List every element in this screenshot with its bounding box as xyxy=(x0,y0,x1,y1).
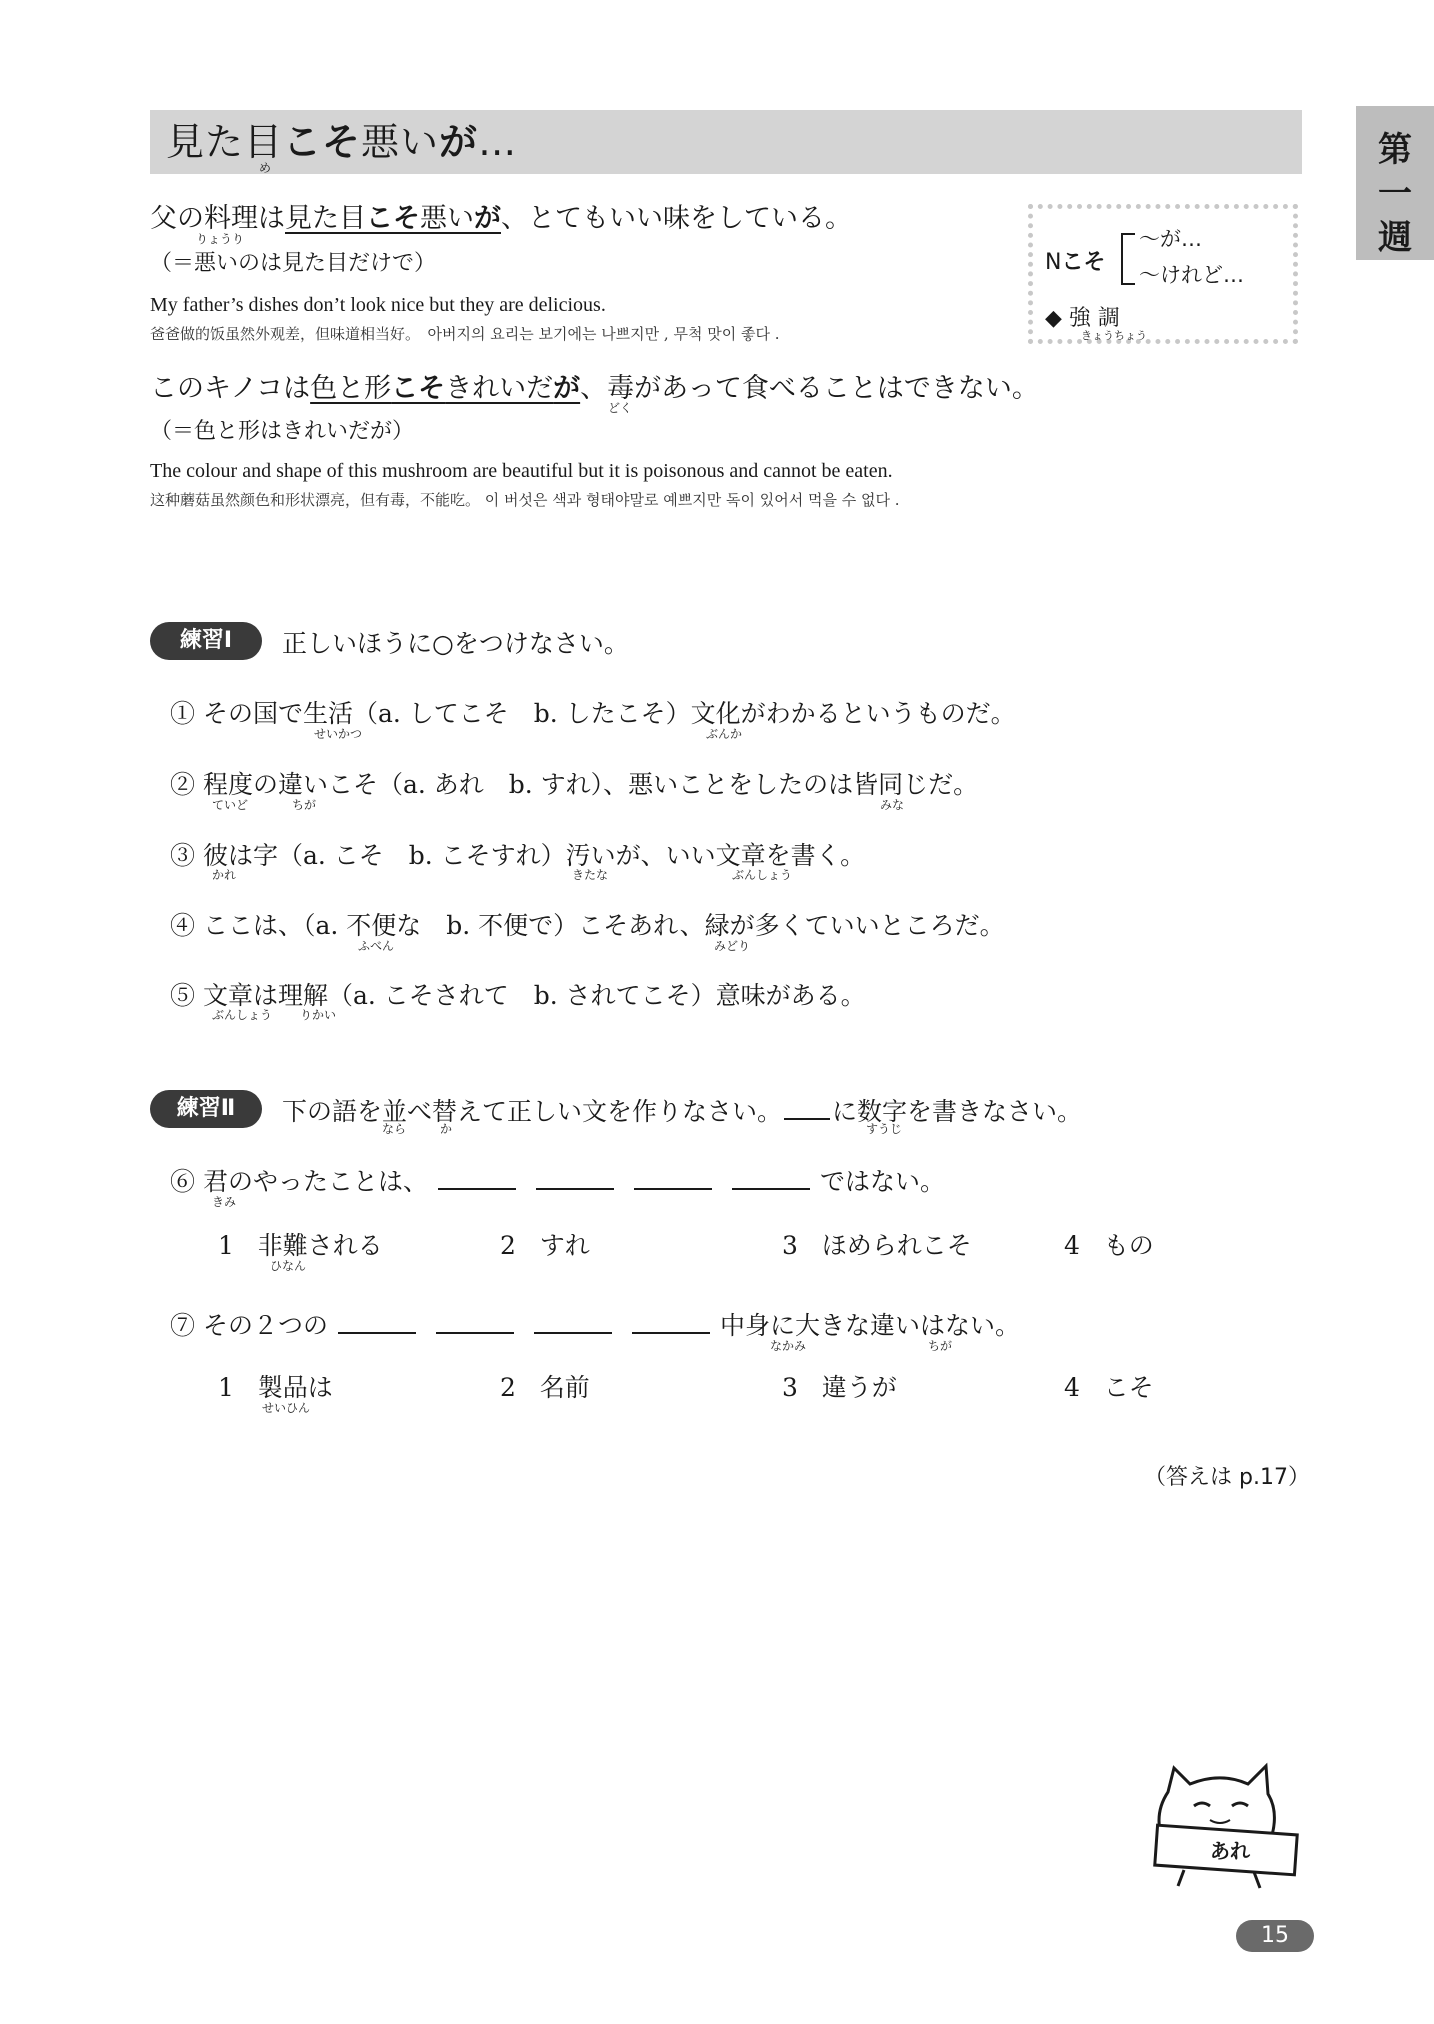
example-1-english: My father’s dishes don’t look nice but they are delicious. xyxy=(150,294,606,316)
q6-option-1-ruby: ひなん xyxy=(270,1259,307,1273)
answer-blank[interactable] xyxy=(534,1328,612,1334)
answer-blank[interactable] xyxy=(536,1184,614,1190)
week-tab-char-1: 第 xyxy=(1378,130,1412,170)
week-tab-char-2: 一 xyxy=(1378,174,1412,214)
grammar-meaning-ruby: きょうちょう xyxy=(1081,329,1147,342)
example-1-translations: 爸爸做的饭虽然外观差，但味道相当好。 아버지의 요리는 보기에는 나쁘지만 , 무척 맛이 좋다 . xyxy=(150,325,780,343)
week-tab-char-3: 週 xyxy=(1378,218,1412,258)
page-title: 見た目こそ悪いが… xyxy=(166,120,518,164)
exercise-1-item-1-ruby-a: せいかつ xyxy=(314,727,363,741)
grammar-pattern: Nこそ xyxy=(1045,250,1106,275)
answer-blank[interactable] xyxy=(338,1328,416,1334)
q7-option-4: 4 こそ xyxy=(1064,1373,1154,1402)
cat-mascot-icon xyxy=(1150,1740,1310,1890)
answer-blank[interactable] xyxy=(634,1184,712,1190)
grammar-option-1: 〜が… xyxy=(1139,227,1202,251)
title-ruby: め xyxy=(259,161,272,175)
example-2-sentence: このキノコは色と形こそきれいだが、毒があって食べることはできない。 xyxy=(150,373,1039,404)
example-2-english: The colour and shape of this mushroom are beautiful but it is poisonous and cannot be eaten. xyxy=(150,460,893,482)
week-tab xyxy=(1356,106,1434,260)
exercise-1-item-3-ruby-c: ぶんしょう xyxy=(732,868,793,882)
q7-option-1: 1 製品は xyxy=(218,1373,333,1402)
exercise-2-label: 練習Ⅱ xyxy=(150,1090,262,1128)
exercise-1-item-4-ruby-a: ふべん xyxy=(358,939,395,953)
exercise-1-item-2: ② 程度の違いこそ（a. あれ b. すれ）、悪いことをしたのは皆同じだ。 xyxy=(170,770,979,799)
exercise-1-item-1-ruby-b: ぶんか xyxy=(706,727,743,741)
example-2-translations: 这种蘑菇虽然颜色和形状漂亮，但有毒，不能吃。 이 버섯은 색과 형태야말로 예쁘지만 독이 있어서 먹을 수 없다 . xyxy=(150,491,900,509)
exercise-1-item-3-ruby-b: きたな xyxy=(572,868,609,882)
question-7-ruby-b: ちが xyxy=(928,1339,953,1353)
exercise-1-item-4-ruby-b: みどり xyxy=(714,939,751,953)
exercise-2-ruby-b: か xyxy=(440,1122,453,1136)
q6-option-1: 1 非難される xyxy=(218,1231,383,1260)
exercise-1-item-2-ruby-b: ちが xyxy=(292,798,317,812)
page-number: 15 xyxy=(1236,1920,1314,1952)
exercise-1-item-1: ① その国で生活（a. してこそ b. したこそ）文化がわかるというものだ。 xyxy=(170,699,1016,728)
question-6-ruby: きみ xyxy=(212,1195,237,1209)
exercise-1-item-3-ruby-a: かれ xyxy=(212,868,237,882)
exercise-1-item-4: ④ ここは、（a. 不便な b. 不便で）こそあれ、緑が多くていいところだ。 xyxy=(170,911,1005,940)
q7-option-1-ruby: せいひん xyxy=(262,1401,311,1415)
question-7-ruby-a: なかみ xyxy=(770,1339,807,1353)
grammar-meaning: ◆ 強 調 xyxy=(1045,306,1120,331)
q6-option-3: 3 ほめられこそ xyxy=(782,1231,972,1260)
question-7: ⑦ その２つの 中身に大きな違いはない。 xyxy=(170,1311,1020,1340)
exercise-1-item-5-ruby-b: りかい xyxy=(300,1008,337,1022)
exercise-1-item-2-ruby-a: ていど xyxy=(212,798,249,812)
exercise-1-item-5-ruby-a: ぶんしょう xyxy=(212,1008,273,1022)
exercise-2-ruby-c: すうじ xyxy=(866,1122,903,1136)
q6-option-2: 2 すれ xyxy=(500,1231,590,1260)
answer-blank[interactable] xyxy=(632,1328,710,1334)
exercise-1-item-5: ⑤ 文章は理解（a. こそされて b. されてこそ）意味がある。 xyxy=(170,981,866,1010)
exercise-2-instruction: 下の語を並べ替えて正しい文を作りなさい。 に数字を書きなさい。 xyxy=(282,1097,1083,1126)
example-1-ruby: りょうり xyxy=(196,232,245,246)
q6-option-4: 4 もの xyxy=(1064,1231,1154,1260)
exercise-1-item-3: ③ 彼は字（a. こそ b. こそすれ）汚いが、いい文章を書く。 xyxy=(170,841,866,870)
exercise-1-item-2-ruby-c: みな xyxy=(880,798,905,812)
example-2-note: （＝色と形はきれいだが） xyxy=(150,419,415,444)
q7-option-2: 2 名前 xyxy=(500,1373,590,1402)
exercise-1-label: 練習Ⅰ xyxy=(150,622,262,660)
exercise-2-ruby-a: なら xyxy=(382,1122,407,1136)
answer-blank[interactable] xyxy=(436,1328,514,1334)
bracket-shape xyxy=(1121,233,1135,285)
answer-reference: （答えは p.17） xyxy=(1144,1465,1310,1490)
example-1-note: （＝悪いのは見た目だけで） xyxy=(150,251,437,276)
mascot-sign: あれ xyxy=(1210,1839,1250,1863)
grammar-option-2: 〜けれど… xyxy=(1139,263,1244,287)
answer-blank[interactable] xyxy=(438,1184,516,1190)
grammar-box xyxy=(1028,204,1298,344)
example-1-sentence: 父の料理は見た目こそ悪いが、とてもいい味をしている。 xyxy=(150,203,852,234)
answer-blank[interactable] xyxy=(732,1184,810,1190)
example-2-ruby: どく xyxy=(608,401,633,415)
question-6: ⑥ 君のやったことは、 ではない。 xyxy=(170,1167,945,1196)
q7-option-3: 3 違うが xyxy=(782,1373,897,1402)
exercise-1-instruction: 正しいほうに○をつけなさい。 xyxy=(282,629,629,658)
